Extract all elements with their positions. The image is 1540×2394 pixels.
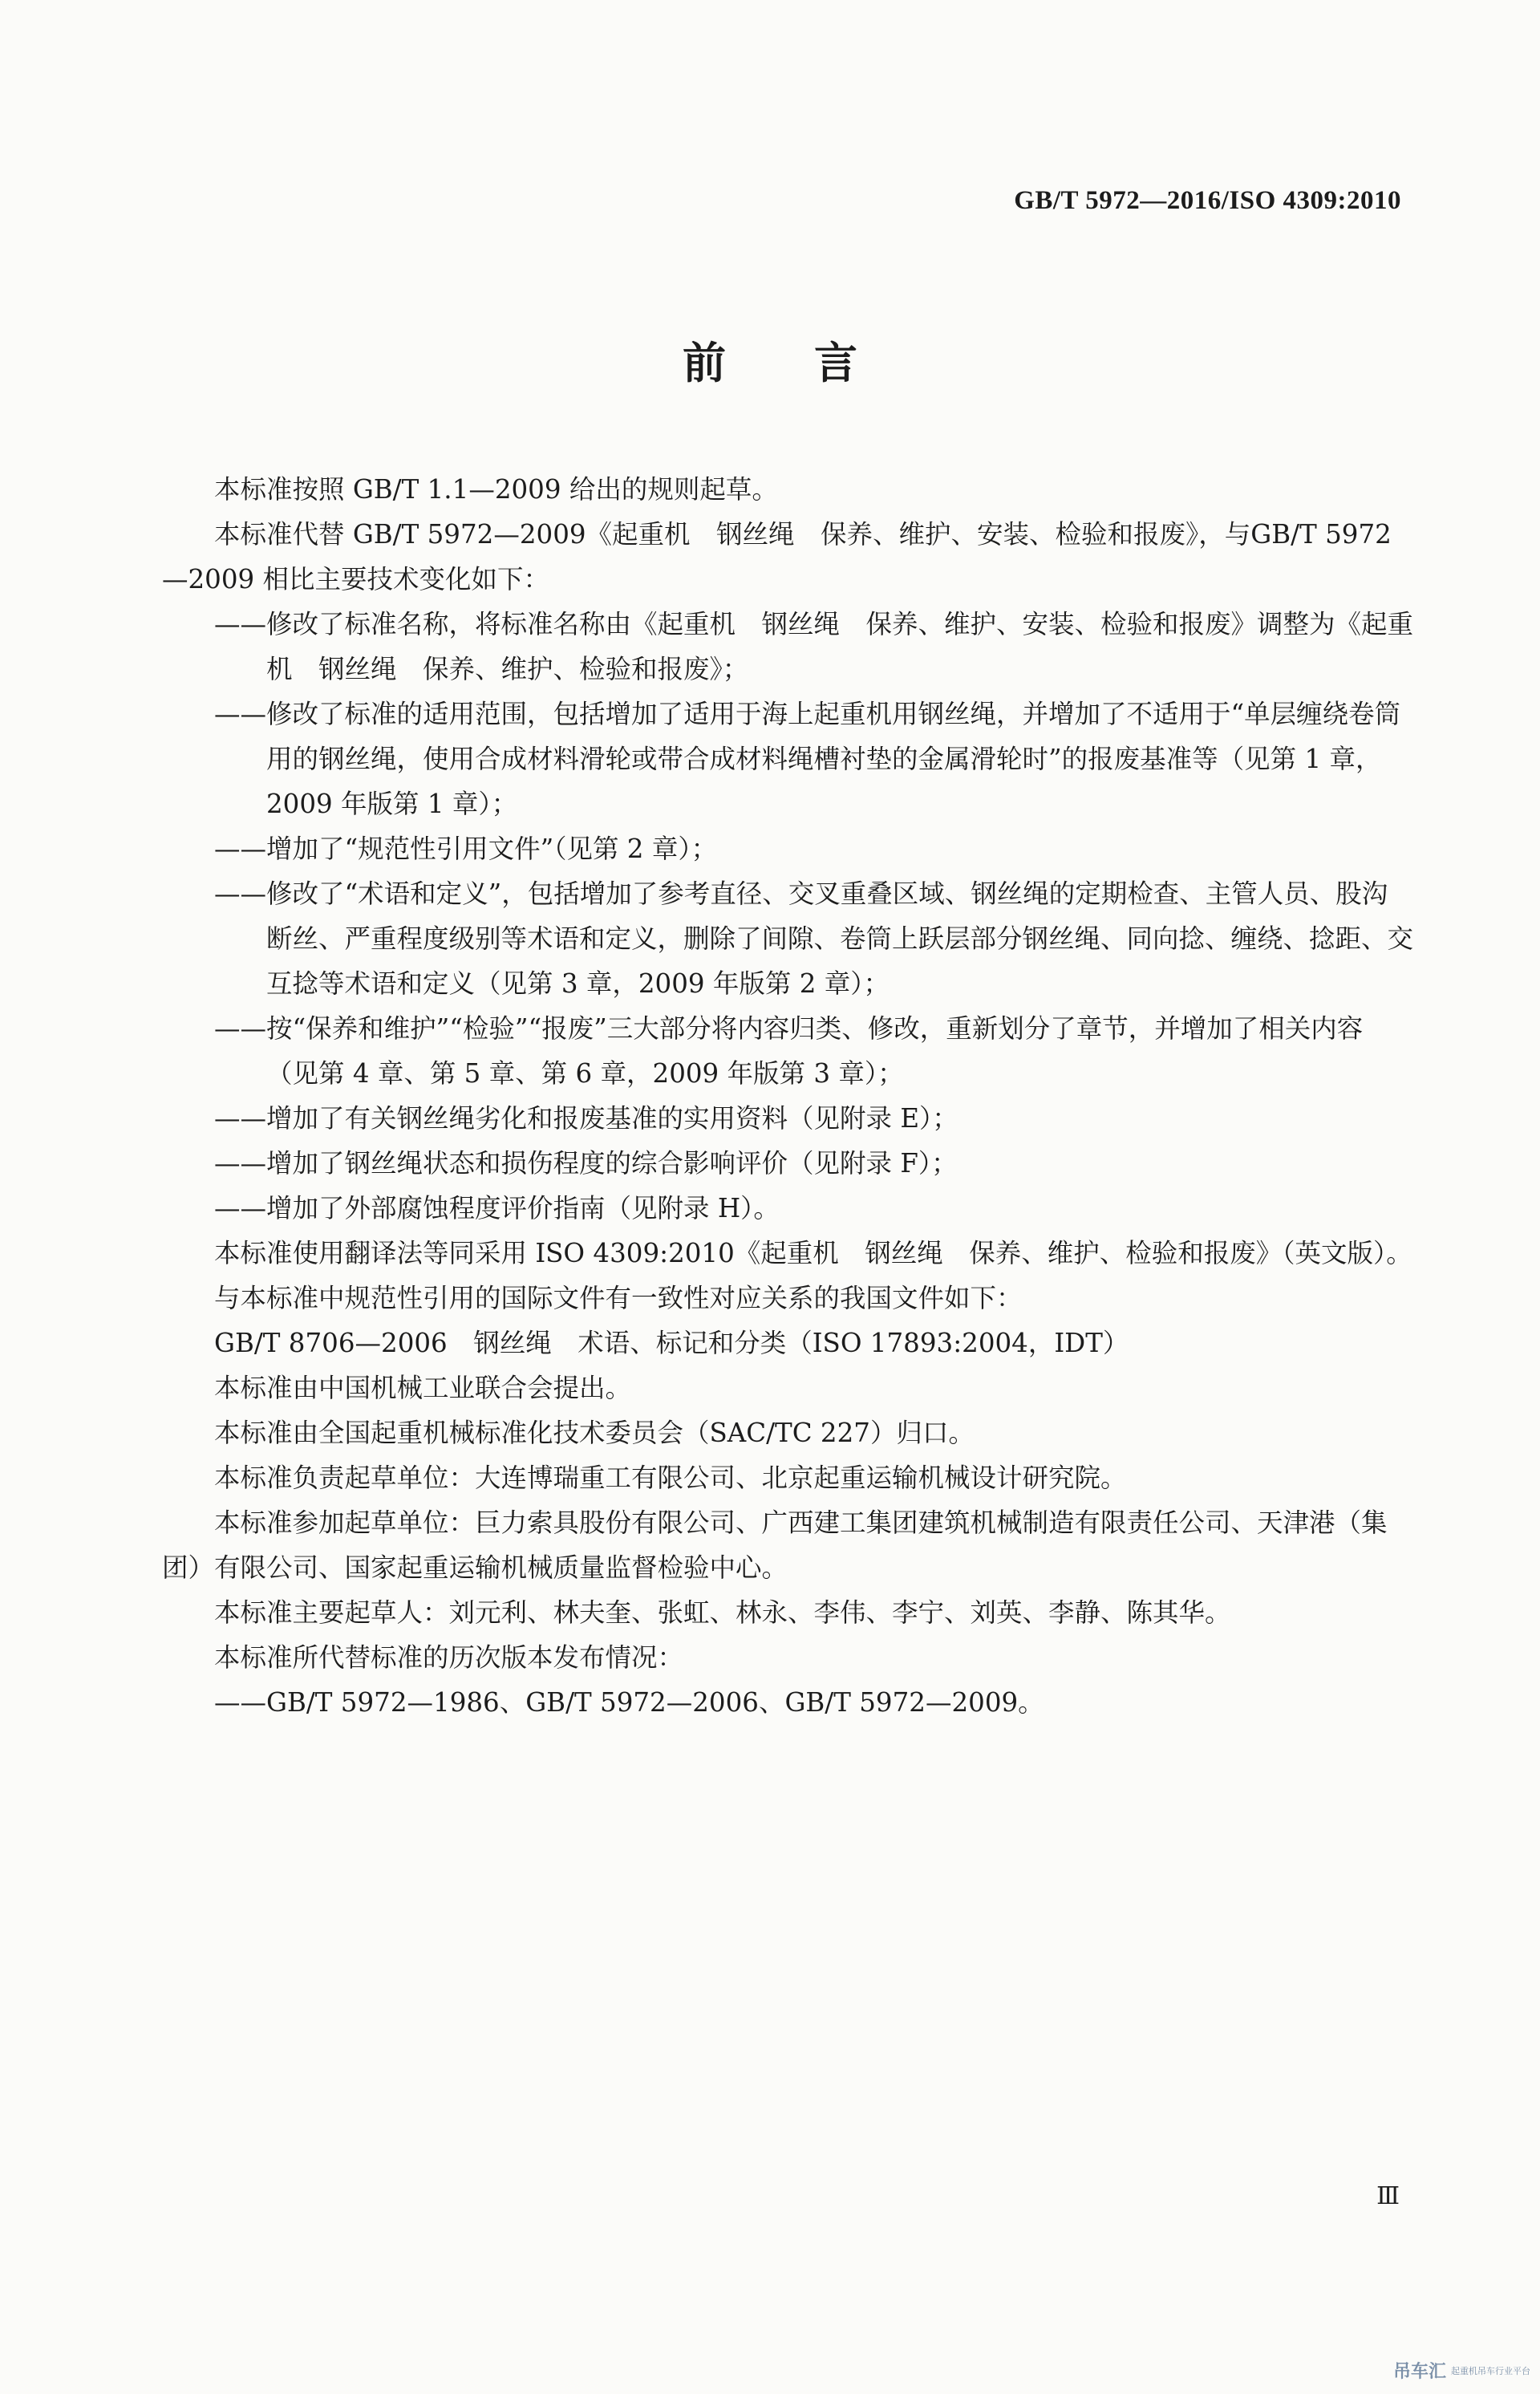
paragraph: 本标准由中国机械工业联合会提出。 <box>214 1373 632 1403</box>
list-dash: —— <box>214 834 266 864</box>
list-item-text: 增加了“规范性引用文件”（见第 2 章）； <box>266 834 718 864</box>
paragraph: 本标准使用翻译法等同采用 ISO 4309:2010《起重机 钢丝绳 保养、维护、检验和报废》（英文版）。 <box>214 1238 1412 1268</box>
list-dash: —— <box>214 609 266 639</box>
list-item-text: GB/T 5972—1986、GB/T 5972—2006、GB/T 5972—2009。 <box>266 1687 1044 1718</box>
list-item <box>162 1141 1413 1186</box>
list-item-text: 增加了外部腐蚀程度评价指南（见附录 H）。 <box>266 1193 780 1223</box>
paragraph: 与本标准中规范性引用的国际文件有一致性对应关系的我国文件如下： <box>214 1283 1023 1313</box>
page-title: 前言 <box>683 338 946 388</box>
watermark <box>1393 2358 1530 2383</box>
list-item <box>162 1096 1413 1141</box>
paragraph: 本标准主要起草人：刘元利、林夫奎、张虹、林永、李伟、李宁、刘英、李静、陈其华。 <box>214 1597 1231 1628</box>
list-item-text: 修改了“术语和定义”，包括增加了参考直径、交叉重叠区域、钢丝绳的定期检查、主管人员、股沟断丝、严重程度级别等术语和定义，删除了间隙、卷筒上跃层部分钢丝绳、同向捻、缠绕、捻距、交互捻等术语和定义（见第 3 章，2009 年版第 2 章）； <box>266 878 1414 999</box>
list-item <box>162 1680 1413 1725</box>
list-item-text: 修改了标准名称，将标准名称由《起重机 钢丝绳 保养、维护、安装、检验和报废》调整为《起重机 钢丝绳 保养、维护、检验和报废》； <box>266 609 1414 684</box>
paragraph: 本标准由全国起重机械标准化技术委员会（SAC/TC 227）归口。 <box>214 1418 975 1448</box>
paragraph: 本标准所代替标准的历次版本发布情况： <box>214 1642 684 1673</box>
list-item <box>162 692 1413 826</box>
paragraph: 本标准负责起草单位：大连博瑞重工有限公司、北京起重运输机械设计研究院。 <box>214 1463 1127 1493</box>
standard-number: GB/T 5972—2016/ISO 4309:2010 <box>1014 186 1401 215</box>
list-item <box>162 826 1413 871</box>
list-item <box>162 1006 1413 1096</box>
list-item-text: 修改了标准的适用范围，包括增加了适用于海上起重机用钢丝绳，并增加了不适用于“单层缠绕卷筒用的钢丝绳，使用合成材料滑轮或带合成材料绳槽衬垫的金属滑轮时”的报废基准等（见第 1 章，2009 年版第 1 章）； <box>266 699 1401 819</box>
list-dash: —— <box>214 1148 266 1179</box>
list-item-text: 按“保养和维护”“检验”“报废”三大部分将内容归类、修改，重新划分了章节，并增加了相关内容（见第 4 章、第 5 章、第 6 章，2009 年版第 3 章）； <box>266 1013 1364 1089</box>
list-item <box>162 1186 1413 1231</box>
list-dash: —— <box>214 1193 266 1223</box>
list-dash: —— <box>214 699 266 729</box>
page-number: Ⅲ <box>1376 2183 1400 2209</box>
paragraph: GB/T 8706—2006 钢丝绳 术语、标记和分类（ISO 17893:2004，IDT） <box>214 1328 1129 1358</box>
document-body <box>162 467 1413 1725</box>
paragraph: 本标准按照 GB/T 1.1—2009 给出的规则起草。 <box>214 474 778 505</box>
list-item-text: 增加了钢丝绳状态和损伤程度的综合影响评价（见附录 F）； <box>266 1148 958 1179</box>
paragraph: 本标准参加起草单位：巨力索具股份有限公司、广西建工集团建筑机械制造有限责任公司、天津港（集团）有限公司、国家起重运输机械质量监督检验中心。 <box>162 1507 1388 1583</box>
list-dash: —— <box>214 1687 266 1718</box>
list-item <box>162 871 1413 1006</box>
list-item-text: 增加了有关钢丝绳劣化和报废基准的实用资料（见附录 E）； <box>266 1103 958 1134</box>
list-dash: —— <box>214 878 266 909</box>
watermark-logo: 吊车汇 <box>1392 2362 1446 2382</box>
list-dash: —— <box>214 1103 266 1134</box>
paragraph: 本标准代替 GB/T 5972—2009《起重机 钢丝绳 保养、维护、安装、检验和报废》，与GB/T 5972—2009 相比主要技术变化如下： <box>162 519 1392 594</box>
list-item <box>162 602 1413 692</box>
list-dash: —— <box>214 1013 266 1044</box>
watermark-tagline: 起重机吊车行业平台 <box>1451 2365 1530 2376</box>
